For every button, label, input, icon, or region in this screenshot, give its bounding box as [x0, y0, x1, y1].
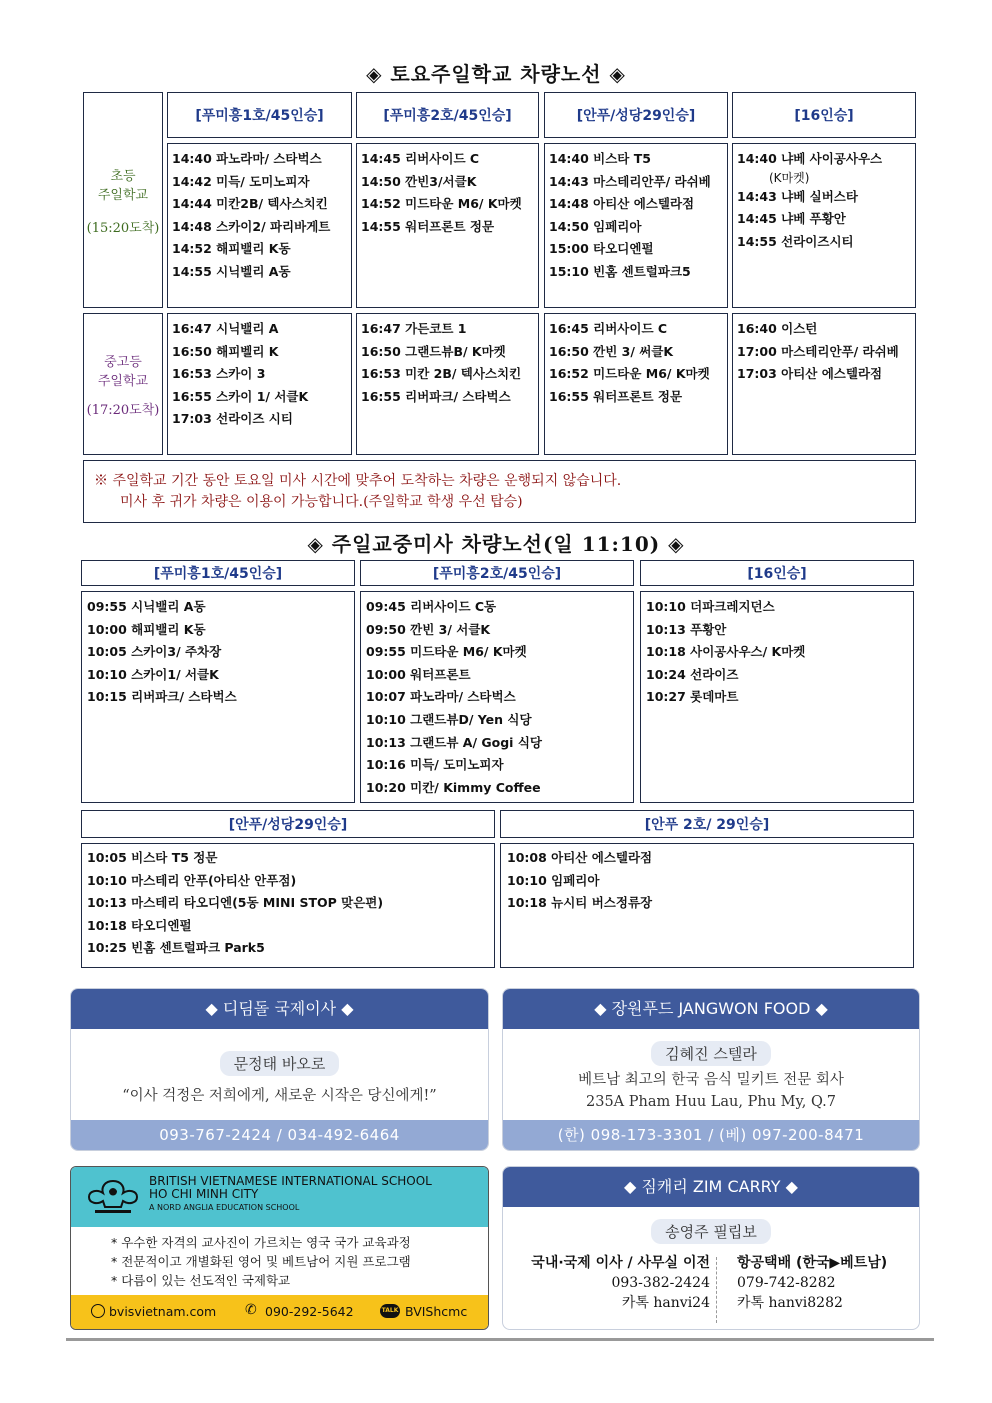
stop: 16:50 그랜드뷰B/ K마켓: [361, 343, 506, 359]
stop: 14:40 비스타 T5: [549, 151, 651, 166]
ad-bvis-bullet: * 다름이 있는 선도적인 국제학교: [111, 1273, 291, 1288]
stop: 16:47 가든코트 1: [361, 321, 467, 336]
sat-header-1: [푸미흥1호/45인승]: [167, 92, 352, 138]
ad-food-title: ◆ 장원푸드 JANGWON FOOD ◆: [503, 989, 919, 1029]
stop: 16:40 이스턴: [737, 321, 818, 336]
stop: 09:45 리버사이드 C동: [366, 599, 497, 614]
stop: 09:55 미드타운 M6/ K마켓: [366, 644, 527, 660]
stop: 14:40 파노라마/ 스타벅스: [172, 151, 322, 166]
stop: 10:10 더파크레지던스: [646, 599, 775, 614]
stop: 15:10 빈홈 센트럴파크5: [549, 263, 691, 279]
ad-food-desc: 베트남 최고의 한국 음식 밀키트 전문 회사: [578, 1072, 844, 1088]
ad-bvis-city: HO CHI MINH CITY: [149, 1187, 259, 1201]
stop: 14:45 리버사이드 C: [361, 151, 480, 166]
sun-header-1: [푸미흥1호/45인승]: [81, 560, 355, 586]
kakaotalk-icon: TALK: [380, 1304, 400, 1318]
ad-zim-left-head: 국내·국제 이사 / 사무실 이전: [531, 1255, 710, 1271]
stop: 10:24 선라이즈: [646, 666, 739, 682]
stop: 14:55 워터프론트 정문: [361, 218, 495, 234]
sun-list-1: [87, 596, 237, 709]
stop: 10:18 사이공사우스/ K마켓: [646, 644, 806, 660]
stop: 14:55 선라이즈시티: [737, 233, 854, 249]
sun-header-5: [안푸 2호/ 29인승]: [500, 810, 914, 838]
ad-bvis-phone: 090-292-5642: [265, 1304, 354, 1319]
stop: 14:52 미드타운 M6/ K마켓: [361, 196, 522, 212]
stop-note: (K마켓): [769, 170, 810, 185]
stop: 14:52 해피밸리 K동: [172, 241, 291, 257]
sat-elem-list-2: [361, 148, 522, 238]
stop: 10:13 푸황안: [646, 621, 727, 637]
stop: 09:55 시닉밸리 A동: [87, 599, 206, 614]
sun-list-4: [87, 847, 383, 960]
stop: 16:47 시닉밸리 A: [172, 321, 279, 336]
stop: 14:43 마스테리안푸/ 라쉬베: [549, 173, 711, 189]
sun-header-3: [16인승]: [640, 560, 914, 586]
sat-mid-list-4: [737, 318, 899, 386]
ad-bvis-footer: [71, 1295, 488, 1329]
stop: 10:18 뉴시티 버스정류장: [507, 895, 653, 911]
middle-high-label-2: 주일학교: [97, 373, 149, 389]
stop: 09:50 깐빈 3/ 서클K: [366, 621, 491, 637]
stop: 16:55 워터프론트 정문: [549, 388, 683, 404]
stop: 10:25 빈홈 센트럴파크 Park5: [87, 940, 265, 956]
stop: 14:50 임페리아: [549, 218, 642, 234]
elementary-label-2: 주일학교: [97, 187, 149, 203]
stop: 10:10 스카이1/ 서클K: [87, 666, 219, 682]
elementary-label: [83, 92, 163, 308]
stop: 10:16 미득/ 도미노피자: [366, 757, 504, 773]
stop: 10:08 아티산 에스텔라점: [507, 850, 653, 865]
ad-zim-title: ◆ 짐캐리 ZIM CARRY ◆: [503, 1167, 919, 1207]
stop: 10:07 파노라마/ 스타벅스: [366, 689, 516, 705]
ad-moving-name: 문정태 바오로: [220, 1051, 340, 1076]
ad-zim-right-kakao: 카톡 hanvi8282: [737, 1295, 843, 1311]
stop: 17:03 아티산 에스텔라점: [737, 366, 883, 382]
stop: 10:13 그랜드뷰 A/ Gogi 식당: [366, 734, 542, 750]
elementary-label-3: (15:20도착): [86, 220, 160, 236]
ad-zim-right-head: 항공택배 (한국▶베트남): [737, 1255, 888, 1271]
sun-list-2: [366, 596, 542, 799]
sat-mid-list-2: [361, 318, 521, 408]
ad-moving-phone: 093-767-2424 / 034-492-6464: [71, 1120, 488, 1150]
ad-moving-slogan: “이사 걱정은 저희에게, 새로운 시작은 당신에게!”: [122, 1088, 437, 1104]
stop: 10:00 워터프론트: [366, 666, 471, 682]
ad-bvis-school-name: BRITISH VIETNAMESE INTERNATIONAL SCHOOL: [149, 1174, 432, 1188]
ad-food-name: 김혜진 스텔라: [651, 1041, 771, 1066]
sat-mid-list-3: [549, 318, 710, 408]
stop: 14:42 미득/ 도미노피자: [172, 173, 310, 189]
notice-line-1: ※ 주일학교 기간 동안 토요일 미사 시간에 맞추어 도착하는 차량은 운행되지 않습니다.: [94, 473, 622, 489]
stop: 17:03 선라이즈 시티: [172, 411, 293, 427]
stop: 10:20 미칸/ Kimmy Coffee: [366, 779, 541, 795]
ad-bvis-bullets: [111, 1233, 411, 1290]
stop: 10:05 스카이3/ 주차장: [87, 644, 222, 660]
stop: 16:52 미드타운 M6/ K마켓: [549, 366, 710, 382]
stop: 10:10 마스테리 안푸(아티산 안푸점): [87, 872, 297, 888]
ad-zim-left-kakao: 카톡 hanvi24: [621, 1295, 710, 1311]
middle-high-label: [83, 313, 163, 455]
stop: 14:48 스카이2/ 파리바게트: [172, 218, 331, 234]
phone-icon: ✆: [245, 1302, 257, 1318]
ad-bvis-bullet: * 우수한 자격의 교사진이 가르치는 영국 국가 교육과정: [111, 1235, 411, 1250]
bottom-divider: [66, 1338, 934, 1341]
ad-bvis-network: A NORD ANGLIA EDUCATION SCHOOL: [149, 1203, 300, 1212]
sat-elem-list-1: [172, 148, 330, 284]
ad-moving-company: [70, 988, 489, 1151]
sunday-title: ◈ 주일교중미사 차량노선(일 11:10) ◈: [307, 532, 685, 556]
ad-bvis-school: [70, 1166, 489, 1330]
sat-header-4: [16인승]: [732, 92, 916, 138]
globe-icon: [91, 1304, 105, 1318]
stop: 16:55 리버파크/ 스타벅스: [361, 388, 511, 404]
sat-header-2: [푸미흥2호/45인승]: [356, 92, 539, 138]
ad-zim-name: 송영주 필립보: [651, 1219, 771, 1244]
stop: 10:13 마스테리 타오디엔(5동 MINI STOP 맞은편): [87, 895, 384, 911]
ad-food-address: 235A Pham Huu Lau, Phu My, Q.7: [586, 1094, 836, 1110]
ad-moving-title: ◆ 디딤돌 국제이사 ◆: [71, 989, 488, 1029]
stop: 16:50 해피벨리 K: [172, 343, 279, 359]
sat-elem-list-3: [549, 148, 711, 284]
ad-bvis-bullet: * 전문적이고 개별화된 영어 및 베트남어 지원 프로그램: [111, 1254, 411, 1269]
stop: 16:53 스카이 3: [172, 366, 266, 382]
ad-jangwon-food: [502, 988, 920, 1151]
stop: 14:43 냐베 실버스타: [737, 188, 858, 204]
stop: 10:10 임페리아: [507, 872, 600, 888]
sat-mid-list-1: [172, 318, 308, 431]
ad-zim-domestic: [515, 1253, 710, 1313]
elementary-label-1: 초등: [110, 168, 136, 184]
stop: 10:18 타오디엔펄: [87, 917, 192, 933]
ad-food-phone: (한) 098-173-3301 / (베) 097-200-8471: [503, 1120, 919, 1150]
school-crest-icon: [83, 1177, 143, 1217]
sat-header-3: [안푸/성당29인승]: [544, 92, 728, 138]
stop: 10:10 그랜드뷰D/ Yen 식당: [366, 711, 532, 727]
ad-zim-right-phone: 079-742-8282: [737, 1275, 836, 1291]
sun-list-5: [507, 847, 652, 915]
sat-elem-list-4: [737, 148, 882, 253]
stop: 10:00 해피밸리 K동: [87, 621, 206, 637]
ad-zim-carry: [502, 1166, 920, 1330]
stop: 16:53 미칸 2B/ 텍사스치킨: [361, 366, 522, 382]
stop: 16:55 스카이 1/ 서클K: [172, 388, 309, 404]
notice-line-2: 미사 후 귀가 차량은 이용이 가능합니다.(주일학교 학생 우선 탑승): [120, 494, 523, 510]
ad-bvis-header: [71, 1167, 488, 1227]
stop: 16:50 깐빈 3/ 써클K: [549, 343, 674, 359]
ad-bvis-web: bvisvietnam.com: [109, 1304, 217, 1319]
stop: 14:40 냐베 사이공사우스: [737, 151, 883, 166]
saturday-title: ◈ 토요주일학교 차량노선 ◈: [366, 62, 626, 86]
stop: 10:27 롯데마트: [646, 689, 739, 705]
stop: 10:15 리버파크/ 스타벅스: [87, 689, 237, 705]
ad-zim-air: [737, 1253, 917, 1313]
sun-header-4: [안푸/성당29인승]: [81, 810, 495, 838]
stop: 14:50 깐빈3/서클K: [361, 173, 477, 189]
stop: 15:00 타오디엔펄: [549, 241, 654, 257]
notice-box: [83, 460, 916, 523]
stop: 17:00 마스테리안푸/ 라쉬베: [737, 343, 899, 359]
sun-header-2: [푸미흥2호/45인승]: [360, 560, 634, 586]
middle-high-label-3: (17:20도착): [86, 402, 160, 418]
ad-zim-divider: [716, 1257, 717, 1323]
ad-zim-left-phone: 093-382-2424: [611, 1275, 710, 1291]
stop: 14:45 냐베 푸황안: [737, 211, 846, 227]
middle-high-label-1: 중고등: [104, 354, 142, 370]
stop: 14:48 아티산 에스텔라점: [549, 196, 695, 212]
stop: 10:05 비스타 T5 정문: [87, 850, 218, 865]
ad-bvis-kakao: BVIShcmc: [405, 1304, 468, 1319]
stop: 14:44 미칸2B/ 텍사스치킨: [172, 196, 328, 212]
sun-list-3: [646, 596, 805, 709]
stop: 16:45 리버사이드 C: [549, 321, 668, 336]
stop: 14:55 시닉벨리 A동: [172, 263, 291, 279]
